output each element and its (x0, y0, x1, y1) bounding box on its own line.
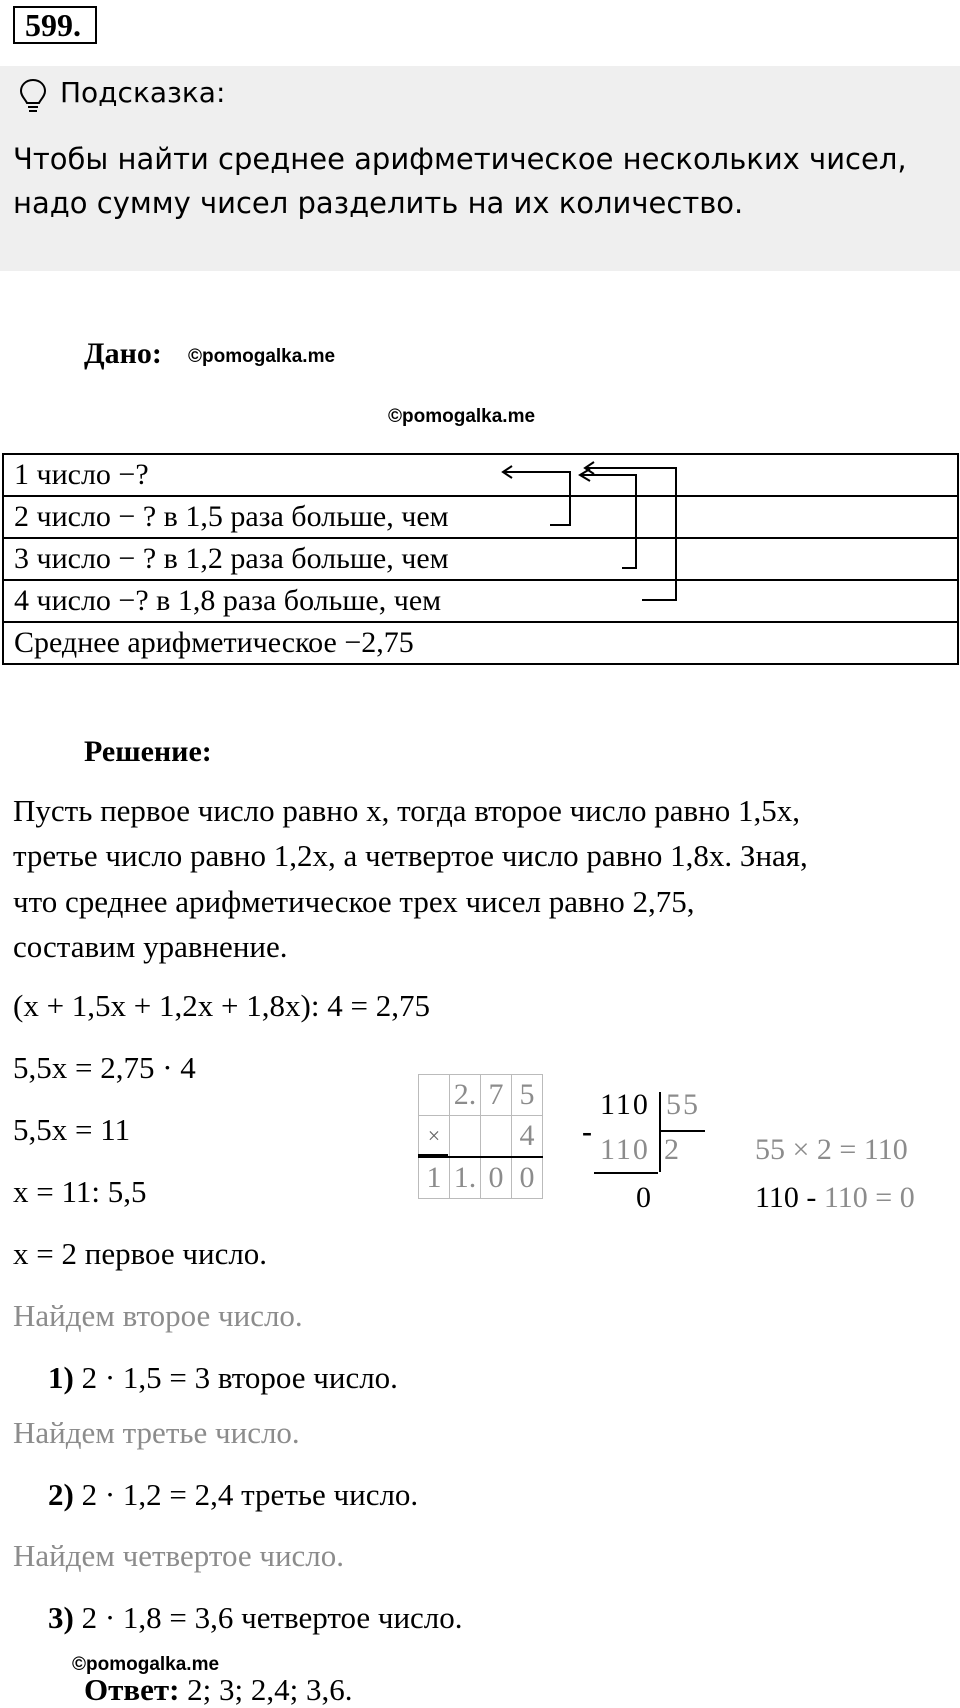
check-subtraction (755, 1181, 915, 1215)
grid-cell: 7 (481, 1075, 512, 1116)
division-subtrahend: 110 (600, 1133, 650, 1166)
grid-cell: 5 (512, 1075, 543, 1116)
equation: 5,5x = 11 (13, 1112, 131, 1147)
division-bar-vertical (659, 1092, 661, 1172)
check-part: 110 - (755, 1181, 824, 1214)
grid-cell: 0 (481, 1157, 512, 1199)
relation-arrows (0, 0, 960, 700)
equation: 5,5x = 2,75 · 4 (13, 1050, 196, 1085)
hint-text-line: Чтобы найти среднее арифметическое нескольких чисел, (13, 142, 907, 176)
hint-text-line: надо сумму чисел разделить на их количество. (13, 186, 744, 220)
check-multiplication: 55 × 2 = 110 (755, 1133, 908, 1166)
division-bar-horizontal (659, 1130, 705, 1132)
watermark: ©pomogalka.me (72, 1654, 220, 1675)
equation: (x + 1,5x + 1,2x + 1,8x): 4 = 2,75 (13, 988, 430, 1023)
answer-value: 2; 3; 2,4; 3,6. (179, 1672, 353, 1707)
equation: x = 2 первое число. (13, 1236, 268, 1271)
hint-title: Подсказка: (60, 76, 226, 109)
grid-cell: 1 (419, 1157, 450, 1199)
step-text: 2 · 1,2 = 2,4 третье число. (73, 1477, 419, 1512)
given-cell: 1 число −? (3, 454, 958, 496)
answer-label: Ответ: (84, 1672, 180, 1707)
step (48, 1360, 398, 1396)
given-heading: Дано: (84, 337, 162, 370)
step-number: 3) (48, 1600, 74, 1635)
given-cell: 3 число − ? в 1,2 раза больше, чем (3, 538, 958, 580)
multiplication-underline (418, 1154, 448, 1156)
answer (84, 1672, 353, 1708)
step-text: 2 · 1,8 = 3,6 четвертое число. (73, 1600, 463, 1635)
step (48, 1477, 418, 1513)
check-part: = 0 (867, 1181, 915, 1214)
check-part: 110 (823, 1181, 868, 1214)
step (48, 1600, 463, 1636)
division-dividend: 110 (600, 1088, 650, 1121)
division-quotient: 2 (664, 1133, 679, 1166)
solution-text-line: третье число равно 1,2x, а четвертое число равно 1,8x. Зная, (13, 838, 808, 873)
solution-text-line: Пусть первое число равно x, тогда второе число равно 1,5x, (13, 793, 801, 828)
grid-cell (481, 1116, 512, 1158)
step-text: 2 · 1,5 = 3 второе число. (73, 1360, 398, 1395)
step-intro: Найдем четвертое число. (13, 1538, 345, 1573)
given-cell: Среднее арифметическое −2,75 (3, 622, 958, 664)
grid-cell: 4 (512, 1116, 543, 1158)
given-cell: 2 число − ? в 1,5 раза больше, чем (3, 496, 958, 538)
given-cell: 4 число −? в 1,8 раза больше, чем (3, 580, 958, 622)
grid-cell: × (419, 1116, 450, 1158)
watermark: ©pomogalka.me (188, 346, 336, 367)
solution-text-line: что среднее арифметическое трех чисел равно 2,75, (13, 884, 695, 919)
grid-cell: 0 (512, 1157, 543, 1199)
division-underline (594, 1172, 658, 1174)
grid-cell: 2. (450, 1075, 481, 1116)
division-remainder: 0 (636, 1181, 651, 1214)
division-divisor: 55 (666, 1088, 700, 1121)
watermark: ©pomogalka.me (388, 406, 536, 427)
step-intro: Найдем третье число. (13, 1415, 300, 1450)
step-number: 2) (48, 1477, 74, 1512)
solution-heading: Решение: (84, 735, 212, 768)
grid-cell (450, 1116, 481, 1158)
task-number: 599. (13, 6, 97, 44)
multiply-sign (419, 1075, 450, 1116)
multiplication-grid (418, 1074, 543, 1199)
step-intro: Найдем второе число. (13, 1298, 303, 1333)
equation: x = 11: 5,5 (13, 1174, 147, 1209)
step-number: 1) (48, 1360, 74, 1395)
solution-text-line: составим уравнение. (13, 929, 288, 964)
grid-cell: 1. (450, 1157, 481, 1199)
division-minus: - (582, 1115, 592, 1148)
